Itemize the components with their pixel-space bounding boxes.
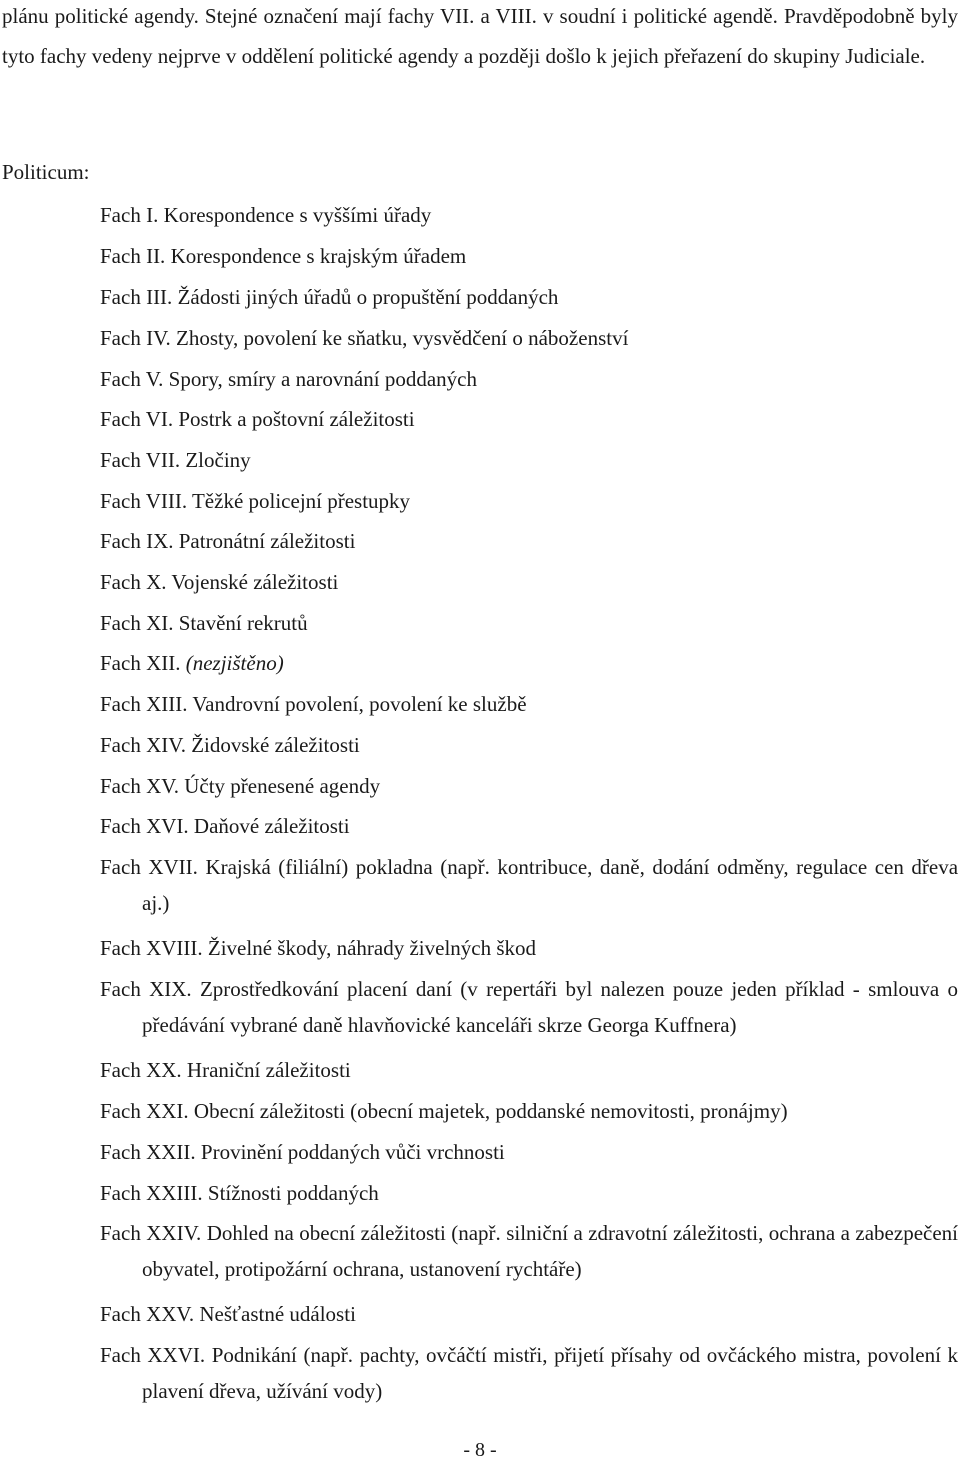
fach-description: Zprostředkování placení daní (v repertáři byl nalezen pouze jeden příklad - smlouva o předávání vybrané daně hlavňovické kanceláři skrze Georga Kuffnera) — [142, 977, 958, 1037]
fach-description: Stavění rekrutů — [178, 611, 308, 635]
fach-label: Fach XI. — [100, 611, 174, 635]
fach-label: Fach XVIII. — [100, 936, 203, 960]
fach-description: Těžké policejní přestupky — [191, 489, 411, 513]
fach-item — [100, 1337, 958, 1409]
fach-label: Fach X. — [100, 570, 167, 594]
fach-description: Židovské záležitosti — [191, 733, 360, 757]
fach-description: Žádosti jiných úřadů o propuštění poddaných — [177, 285, 559, 309]
fach-description: Vojenské záležitosti — [171, 570, 339, 594]
fach-item — [100, 1052, 958, 1088]
fach-item — [100, 768, 958, 804]
fach-item — [100, 605, 958, 641]
fach-item — [100, 361, 958, 397]
fach-description: Dohled na obecní záležitosti (např. silniční a zdravotní záležitosti, ochrana a zabezpečení obyvatel, protipožární ochrana, ustanovení rychtáře) — [142, 1221, 958, 1281]
fach-description: Účty přenesené agendy — [184, 774, 381, 798]
fach-item — [100, 849, 958, 921]
fach-label: Fach III. — [100, 285, 173, 309]
fach-item — [100, 401, 958, 437]
page-number: - 8 - — [463, 1439, 497, 1461]
fach-label: Fach VII. — [100, 448, 181, 472]
fach-label: Fach XIV. — [100, 733, 186, 757]
fach-label: Fach II. — [100, 244, 166, 268]
fach-description: Korespondence s vyššími úřady — [163, 203, 432, 227]
fach-item — [100, 564, 958, 600]
fach-item — [100, 686, 958, 722]
fach-description: Zhosty, povolení ke sňatku, vysvědčení o náboženství — [176, 326, 629, 350]
fach-description: Spory, smíry a narovnání poddaných — [168, 367, 477, 391]
fach-label: Fach XXI. — [100, 1099, 189, 1123]
fach-description: Korespondence s krajským úřadem — [170, 244, 467, 268]
fach-label: Fach VIII. — [100, 489, 188, 513]
fach-item — [100, 645, 958, 681]
fach-label: Fach XXII. — [100, 1140, 196, 1164]
fach-label: Fach XX. — [100, 1058, 182, 1082]
fach-description: Krajská (filiální) pokladna (např. kontribuce, daně, dodání odměny, regulace cen dřeva aj.) — [142, 855, 959, 915]
fach-description: Vandrovní povolení, povolení ke službě — [192, 692, 527, 716]
fach-item — [100, 1175, 958, 1211]
fach-description: Hraniční záležitosti — [186, 1058, 351, 1082]
fach-item — [100, 238, 958, 274]
fach-item — [100, 808, 958, 844]
fach-description: Obecní záležitosti (obecní majetek, poddanské nemovitosti, pronájmy) — [193, 1099, 788, 1123]
fach-item — [100, 1134, 958, 1170]
fach-description: Nešťastné události — [199, 1302, 356, 1326]
fach-description: Provinění poddaných vůči vrchnosti — [200, 1140, 505, 1164]
fach-label: Fach IV. — [100, 326, 171, 350]
fach-label: Fach XII. — [100, 651, 181, 675]
fach-label: Fach V. — [100, 367, 164, 391]
fach-label: Fach VI. — [100, 407, 174, 431]
fach-description: Stížnosti poddaných — [207, 1181, 379, 1205]
fach-description: Podnikání (např. pachty, ovčáčtí mistři, přijetí přísahy od ovčáckého mistra, povolení k plavení dřeva, užívání vody) — [142, 1343, 958, 1403]
fach-label: Fach XXIII. — [100, 1181, 203, 1205]
fach-item — [100, 523, 958, 559]
fach-item — [100, 1093, 958, 1129]
fach-label: Fach XIII. — [100, 692, 188, 716]
fach-item — [100, 971, 958, 1043]
section-heading-politicum: Politicum: — [2, 160, 90, 184]
intro-text: plánu politické agendy. Stejné označení mají fachy VII. a VIII. v soudní i politické agendě. Pravděpodobně byly tyto fachy vedeny nejprve v oddělení politické agendy a později došlo k jejich přeřazení do skupiny Judiciale. — [2, 4, 958, 68]
fach-label: Fach XXIV. — [100, 1221, 202, 1245]
fach-label: Fach XXVI. — [100, 1343, 206, 1367]
intro-paragraph — [2, 0, 958, 76]
fach-item — [100, 320, 958, 356]
fach-label: Fach I. — [100, 203, 159, 227]
fach-label: Fach XIX. — [100, 977, 192, 1001]
fach-item — [100, 1296, 958, 1332]
fach-label: Fach IX. — [100, 529, 174, 553]
fach-label: Fach XVI. — [100, 814, 189, 838]
fach-item — [100, 930, 958, 966]
fach-item — [100, 442, 958, 478]
fach-description: Postrk a poštovní záležitosti — [178, 407, 415, 431]
fach-description: Daňové záležitosti — [193, 814, 350, 838]
fach-item — [100, 279, 958, 315]
fach-description: (nezjištěno) — [185, 651, 284, 675]
fach-description: Živelné škody, náhrady živelných škod — [207, 936, 537, 960]
fach-label: Fach XXV. — [100, 1302, 195, 1326]
fach-item — [100, 1215, 958, 1287]
fach-description: Zločiny — [185, 448, 251, 472]
fach-item — [100, 727, 958, 763]
fach-label: Fach XVII. — [100, 855, 198, 879]
fach-label: Fach XV. — [100, 774, 179, 798]
fach-description: Patronátní záležitosti — [178, 529, 356, 553]
fach-item — [100, 197, 958, 233]
fach-item — [100, 483, 958, 519]
